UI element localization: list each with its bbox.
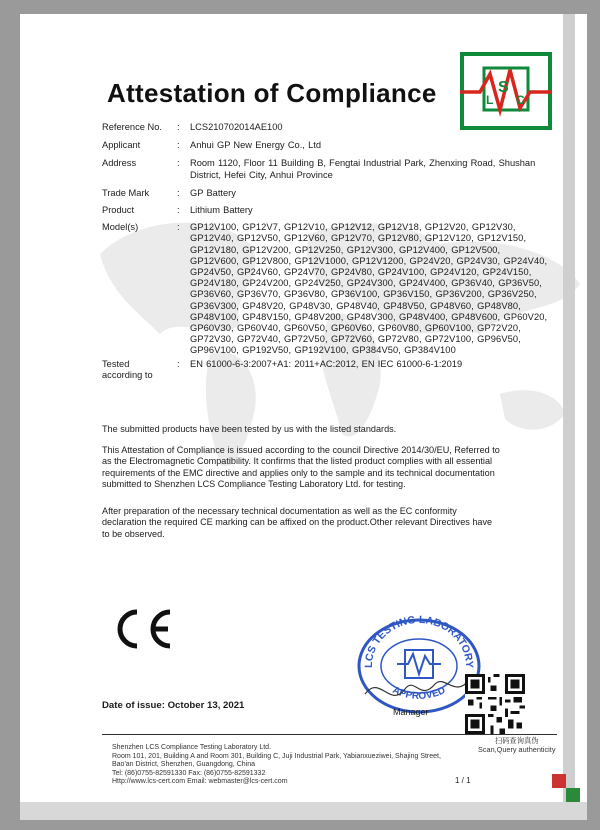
ce-mark-icon	[110, 606, 176, 652]
svg-text:L: L	[486, 93, 494, 107]
field-applicant	[102, 140, 552, 151]
footer-line: Shenzhen LCS Compliance Testing Laboratory Ltd.	[112, 744, 272, 751]
right-decor-bar	[563, 14, 575, 820]
stamp-bottom-text: APPROVED	[390, 684, 448, 702]
stamp-top-text: LCS TESTING LABORATORY	[362, 614, 476, 669]
field-colon: :	[177, 187, 180, 198]
page-number: 1 / 1	[455, 776, 471, 785]
field-colon: :	[177, 140, 180, 151]
bottom-decor-bar	[20, 802, 587, 820]
qr-caption	[478, 736, 555, 754]
field-label: Model(s)	[102, 222, 139, 233]
certificate-sheet	[20, 14, 587, 820]
footer-line: Bao'an District, Shenzhen, Guangdong, China	[112, 761, 255, 769]
qr-code-icon[interactable]	[465, 674, 525, 734]
footer-divider	[102, 734, 557, 735]
qr-caption-cn: 扫码查询真伪	[494, 736, 539, 745]
footer-address	[112, 744, 441, 787]
field-label: Trade Mark	[102, 187, 150, 198]
address-value: Room 1120, Floor 11 Building B, Fengtai Industrial Park, Zhenxing Road, Shushan District, Hefei City, Anhui Province	[190, 158, 539, 180]
svg-text:S: S	[498, 79, 509, 96]
paragraph-attestation: This Attestation of Compliance is issued according to the council Directive 2014/30/EU, Referred to as the Electromagnetic Compatibility. It confirms that the listed product complies with all essential requirements of the EMC directive and applies only to the sample and its technical documentation submitted to Shenzhen LCS Compliance Testing Laboratory Ltd. for testing.	[102, 445, 500, 489]
paragraph-preparation: After preparation of the necessary technical documentation as well as the EC conformity declaration the required CE marking can be affixed on the product.Other relevant Directives have to be observed.	[102, 506, 493, 539]
field-label: Reference No.	[102, 122, 162, 132]
product-value: Lithium Battery	[190, 205, 253, 216]
field-label: Product	[102, 205, 135, 216]
field-tested	[102, 358, 552, 380]
field-colon: :	[177, 222, 180, 233]
footer-line: Tel: (86)0755-82591330 Fax: (86)0755-82591332	[112, 769, 266, 777]
field-colon: :	[177, 358, 180, 369]
qr-caption-en: Scan,Query authenticity	[478, 745, 556, 754]
field-reference	[102, 122, 552, 133]
issue-date: Date of issue: October 13, 2021	[102, 700, 245, 711]
svg-text:C: C	[516, 93, 525, 107]
tested-standards: EN 61000-6-3:2007+A1: 2011+AC:2012, EN IEC 61000-6-1:2019	[190, 358, 463, 369]
certificate-fields	[102, 122, 552, 380]
field-label: Tested according to	[102, 358, 153, 380]
field-label: Applicant	[102, 140, 141, 151]
applicant-value: Anhui GP New Energy Co., Ltd	[190, 140, 321, 151]
models-list: GP12V100, GP12V7, GP12V10, GP12V12, GP12V18, GP12V20, GP12V30, GP12V40, GP12V50, GP12V60, GP12V70, GP12V80, GP12V120, GP12V150, GP12V180, GP12V200, GP12V250, GP12V300, GP12V400, GP12V500, GP12V600, GP12V800, GP12V1000, GP12V1200, GP24V20, GP24V30, GP24V40, GP24V50, GP24V60, GP24V70, GP24V80, GP24V100, GP24V120, GP24V150, GP24V180, GP24V200, GP24V250, GP24V300, GP24V400, GP36V40, GP36V50, GP36V60, GP36V70, GP36V80, GP36V100, GP36V150, GP36V200, GP36V250, GP36V300, GP48V20, GP48V30, GP48V40, GP48V50, GP48V60, GP48V80, GP48V100, GP48V150, GP48V200, GP48V300, GP48V400, GP48V600, GP60V20, GP60V30, GP60V40, GP60V50, GP60V60, GP60V80, GP60V100, GP72V20, GP72V30, GP72V40, GP72V50, GP72V60, GP72V80, GP72V100, GP96V50, GP96V100, GP192V50, GP192V100, GP384V50, GP384V100	[190, 222, 551, 356]
page-title: Attestation of Compliance	[107, 78, 437, 108]
field-label: Address	[102, 158, 137, 169]
field-trade-mark	[102, 188, 552, 199]
footer-line: Room 101, 201, Building A and Room 301, Building C, Juji Industrial Park, Yabianxueziwei, Shajing Street,	[112, 752, 441, 760]
paragraph-tested: The submitted products have been tested by us with the listed standards.	[102, 424, 397, 434]
signature-role: Manager	[393, 707, 429, 717]
field-colon: :	[177, 158, 180, 169]
lcs-logo-icon	[460, 52, 552, 132]
field-product	[102, 205, 552, 216]
reference-number: LCS210702014AE100	[190, 122, 283, 132]
footer-line: Http://www.lcs-cert.com Email: webmaster@lcs-cert.com	[112, 778, 288, 786]
red-corner-mark	[552, 774, 566, 788]
trade-mark-value: GP Battery	[190, 187, 236, 198]
green-corner-mark	[566, 788, 580, 802]
field-colon: :	[177, 205, 180, 216]
field-models	[102, 222, 552, 356]
field-address	[102, 158, 552, 180]
field-colon: :	[177, 122, 180, 132]
